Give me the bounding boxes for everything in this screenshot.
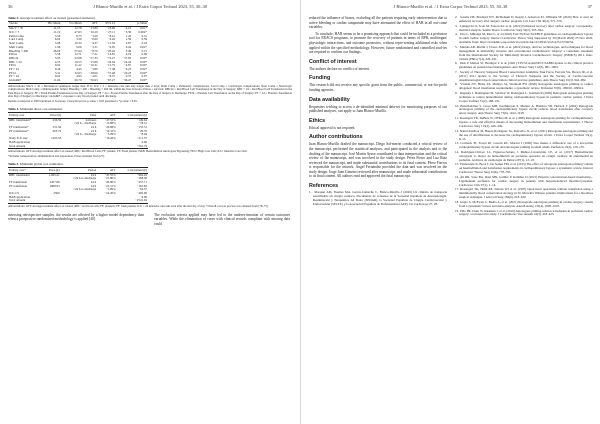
table-header-cell: Cost/patient (€)	[117, 168, 148, 173]
table-cell: 57.64	[74, 48, 82, 53]
table-cell: −16.20%	[104, 191, 116, 196]
reference-item	[309, 191, 447, 207]
table-cell: −6.05	[107, 44, 116, 49]
data-availability-text: Requesters wishing to access a de-identified minimal data-set for monitoring purposes of our published analyses, can apply to Juan Blanco-Murillo.	[309, 104, 447, 114]
table-cell: −10.31%	[104, 183, 116, 188]
table-cell: PT > 24	[9, 74, 19, 79]
table-cell: −5.09%	[106, 132, 116, 137]
reference-text: Ljungqvist O, Scott M, Fearon KC et al. (2022) Enhanced recovery after cardiac surgery: a propensity-matched analysis. Semin Thorac Cardiovasc Surg 34(2), 565–594.	[459, 23, 593, 32]
table-cell: 16.55	[74, 59, 82, 64]
running-head: J Blanco-Murillo et al. / J Extra Corpor Technol 2023, 55, 30–38	[393, 4, 508, 9]
table-row	[8, 145, 148, 149]
funding-text: This research did not receive any specific grant from the public, commercial, or not-for-profit funding agencies.	[309, 83, 447, 92]
table-cell: 1293.53	[51, 136, 62, 141]
table-cell: −15.80%	[104, 176, 116, 181]
table-cell: −3.20	[90, 33, 98, 38]
table-cell: 12.71	[74, 52, 82, 57]
table-cell: −20.86%	[104, 125, 116, 130]
reference-item	[455, 151, 593, 163]
table-cell: 1.43	[125, 33, 132, 38]
reference-number: 18.	[455, 199, 459, 204]
table4-footnote: *Includes transportation, administration and preparation, Prices obtained from [27].	[8, 153, 105, 158]
table-cell: 0.37	[125, 74, 132, 79]
table-cell: HAB application	[9, 194, 31, 199]
table-cell: 0.00*	[140, 70, 147, 75]
table-header-cell: CG Mean	[61, 22, 82, 27]
table-cell: −7.21	[90, 52, 98, 57]
reference-number: 14.	[455, 149, 459, 154]
table-header-cell: ATT	[83, 22, 99, 27]
table3	[8, 21, 148, 84]
table-cell: RBC transfusion	[9, 172, 30, 177]
reference-item	[455, 176, 593, 188]
table-cell: −8.04	[139, 132, 147, 137]
table-cell: 11.22	[74, 63, 82, 68]
reference-text: Gupta S, McEwen C, Basha A, et al. (2021) Retrograde autologous priming in cardiac surgery: results from a systematic review and meta-analysis. Anesth Analg 132(4), 1008–1018.	[459, 199, 593, 208]
table-cell: −2541.94	[117, 199, 148, 203]
table-cell: −5.09%	[105, 187, 116, 192]
page-number: 36	[8, 4, 13, 9]
table-cell: 0.18	[141, 41, 147, 46]
table-cell: −16.20%	[104, 136, 116, 141]
table-cell: 0.19	[125, 52, 132, 57]
table-cell: 12.78	[74, 26, 82, 31]
table-cell: −6.26	[107, 37, 116, 42]
reference-text: Dirk P, Mellon SJ, Heringof V et al. (2021) STS/SCA/AmSECT/SABM update to the clinical practice guidelines on patient blood management. Ann Thorac Surg 112(3), 981–1004.	[459, 61, 593, 70]
table-cell: 1808.93	[49, 183, 60, 188]
table-cell: 0.00	[141, 194, 147, 199]
heading-data-availability: Data availability	[309, 96, 350, 103]
table-cell: 3.59	[76, 37, 82, 42]
table-cell: MacV > 35	[9, 26, 24, 31]
table-cell: −36.47	[116, 79, 132, 83]
table-cell	[43, 145, 62, 149]
body-intro: reduced the influence of biases, excluding all the patients requiring early reintervention due to active bleeding or cardiac tamponade may have attenuated the effect of HAB in all out-come variables.	[309, 16, 447, 30]
body-conclusion: To conclude, HAB seems to be a promising approach that could be included as a perfusion tool for ERACS programs, to promote the recovery of patients in terms of BPR, multiorgan/ physiologic interactions, and outcome pronostics, without repre-senting additional risks when applied within the specified methodology. However, future randomized and controlled stud-ies are required to confirm our findings.	[309, 31, 447, 55]
table-cell: −4.87	[123, 63, 132, 68]
table-cell: Total amount	[8, 145, 43, 149]
table-cell: −4.10	[123, 26, 132, 31]
table-cell: FF transfusion	[9, 179, 27, 184]
table-cell: 0.00*	[140, 63, 147, 68]
table5-abbreviations: Abbreviations: ATT: Average treatment effect on treated; RBC: red blood cells; FF: platelets; FF: fresh plasma; ICU = 24 intensive care unit even after the 2nd day of stay. *Overall cost per process was obtained from [78–73].	[8, 204, 269, 209]
reference-text: Eldo PR, Chen JS, Kirkman J, et al. (2010) Autologous priming reduces transfusion in perfusion cardiac surgery: a retrospective study. J Cardiothorac Vasc Anesth 24(3), 418–423.	[459, 208, 593, 217]
reference-item	[455, 71, 593, 83]
reference-text: Rodríguez-Chávez LL, Figueroa-Solano J, Muñoz-Covarrubias CE, et al. (2017) Hemodilución retrógrada vs mayor de hemodilución en pacientes operados en cirugía cardíaca de enfermedad en pediatría. Archivos de cardiología de México 87(1), 13–18.	[459, 149, 593, 162]
right-page-column-2	[455, 16, 593, 420]
table-cell: 24 h	[90, 183, 97, 188]
table-header-cell: Time	[62, 113, 97, 118]
table-cell: −3.31	[90, 44, 98, 49]
table-cell: 6.02	[54, 37, 61, 42]
table5	[8, 167, 148, 204]
reference-text: Jerome DE, Bradford WT, McDonnell D, Regali J, Ackerton EJ, Williams SE (2020) How to start an enhanced recovery after surgery cardiac program. Crit Care Clin 36(4), 571–579.	[459, 16, 593, 23]
table-cell: 24 h	[90, 172, 97, 177]
table-cell: 0.02*	[140, 44, 147, 49]
table3-abbreviations: Abbreviations: MacV > 35 = Mechanical ventilation longer than 35 h; ICU > 2 = Intensive care unit stay longer than 2 days; Pulm Comp = Pulmonary complications; Card Comp = Cardiologic complications; Neur Comp = Neurologic complications; Mult Comp = Multisystemic failure; Bleeding > 400 = Bleeding > 400 mL within the first 24 hours; Exitus = survival; RBC24 = Red Blood Cell Transfusion in the Day of Surgery; RBC > 24 = Red Blood Cell Transfusion in the First Days of Surgery; FP = Fresh Plasma Transfusion in the Day of Surgery; PF > 24 = Frozen Plasma Transfusion after the Day of Surgery to Discharge; PT24 = Platelets Cell Transfusion on the Day of Surgery; PT > 24 = Platelets Transfusion after Day of Surgery to Discharge; GlobalRF = exposure to any blood product until discharge.	[8, 83, 292, 99]
conflict-text: The authors declare no conflict of interest.	[309, 66, 370, 71]
table-cell: 47.63	[74, 30, 82, 34]
body-text-col2: The exclusion criteria applied may have led to the underes-timation of certain outcomes variables. While the elimination of cases with clinical records compliant with missing data could	[154, 212, 290, 226]
table-cell: Daily ICU stay	[9, 136, 28, 141]
table-header-cell: p-Value	[116, 22, 148, 27]
table-row	[8, 79, 148, 83]
body-text-col1: assessing retrospective samples, the results are affected by a higher model dependency than when a prospective randomized methodology is applied [40].	[8, 212, 144, 222]
table-cell: GlobalRF	[8, 79, 40, 83]
table-cell: 24 hours	[85, 117, 97, 122]
table-cell: 0.92	[54, 63, 61, 68]
reference-number: 17.	[455, 187, 459, 192]
table-cell: FP24	[9, 63, 16, 68]
table-cell: 10.34	[74, 41, 82, 46]
table-cell: −23.69	[106, 26, 116, 31]
reference-number: 2.	[455, 16, 458, 19]
table-cell: 0.004*	[138, 30, 147, 34]
table-cell: −7.38	[107, 67, 116, 72]
table4-caption: Table 4. Minimum direct cost estimation.	[8, 107, 63, 112]
table-cell: PF > 24	[9, 67, 19, 72]
reference-number: 3.	[455, 23, 458, 28]
table-header-cell: Variate	[8, 22, 40, 27]
reference-text: Meurks AB, Martín J, Claros JCR, et al. (2022) Drugs, devices, technologies, and techniques for blood management in mini-mally invasive and conventional cardiothoracic surgery: a consensus statement from the International Society for Mini-mally Invasive Cardiothoracic Surgery (ISMICS) 2011. Inno-vations (Phila) 7(4), 229–241.	[459, 44, 593, 61]
table-cell: HAB application	[9, 139, 31, 144]
reference-text: Balachandran S, Cross MH, Karthikeyan S, Mulpur A, Hansbro SD, Hobson F (2002) Retrograde autologous priming of the cardiopulmonary bypass circuit reduces blood transfusion after coronary artery surgery. Ann Thorac Surg 73(6), 1912–1918.	[459, 103, 593, 116]
table-cell: ICU-CS	[9, 191, 20, 196]
table-cell: −27.11	[106, 30, 116, 34]
table-cell: −20.86%	[104, 179, 116, 184]
table-cell: −405.00	[136, 191, 147, 196]
table-cell: −0.69	[90, 37, 98, 42]
table-header-cell: HG Mean	[40, 22, 62, 27]
table-cell: −165.82	[136, 183, 147, 188]
table4	[8, 112, 148, 149]
table-cell: Total amount	[8, 199, 42, 203]
table-cell: 24 h	[90, 128, 97, 133]
reference-item	[455, 130, 593, 142]
table-cell: PT24	[9, 70, 16, 75]
table-cell: −4.01	[90, 74, 98, 79]
table-cell: 1,065.21	[48, 172, 60, 177]
reference-item	[455, 163, 593, 175]
table-cell: 0.46	[54, 67, 61, 72]
reference-item	[455, 188, 593, 200]
reference-text: Nanni-Zaldivar M, Huerta Rodriguez JA, Pancorbo JL, et al. (2021) Retrograde autologous priming and the use of ultrafiltration to decrease the cardiopulmonary bypass circuit. J Extra Corpor Technol 53(1), 9–13.	[459, 128, 593, 141]
table-cell: −4.37	[90, 41, 98, 46]
table-cell: −8.37	[107, 74, 116, 79]
table-cell: −64.37	[138, 187, 147, 192]
reference-text: Rosengart TK, Helm RE, Debois WJ et al. (1997) Open heart operations without transfusion using a multimodality blood conservation strategy in 50 Jehovah's Witness patients: implications for a bloodless surgical technique. J Am Coll Surg 184(6), 618–629.	[459, 187, 593, 200]
reference-number: 8.	[455, 82, 458, 87]
table-cell: −16.20	[88, 30, 98, 34]
table-cell	[61, 199, 98, 203]
table-cell: −8.70	[90, 48, 98, 53]
left-page-header	[8, 4, 292, 12]
reference-number: 6.	[455, 61, 458, 66]
table-cell	[42, 199, 61, 203]
heading-conflict: Conflict of interest	[309, 58, 357, 65]
table-cell: 1.96	[54, 44, 61, 49]
table-cell: −24.44	[122, 59, 132, 64]
table-cell: 0.00*	[140, 59, 147, 64]
running-head: J Blanco-Murillo et al. / J Extra Corpor Technol 2023, 55, 30–38	[93, 4, 207, 9]
table-cell: 24 h	[90, 125, 97, 130]
table-cell: 66.79	[61, 79, 82, 83]
table-cell: −10.31	[88, 63, 98, 68]
table-cell: 32.03	[74, 70, 82, 75]
table-cell: 4.45	[76, 67, 82, 72]
table-cell: >24 h – discharge	[74, 132, 97, 137]
right-page-column-1	[309, 16, 447, 420]
heading-references: References	[309, 183, 339, 190]
table-cell: Exitus	[9, 52, 17, 57]
reference-item	[455, 117, 593, 129]
reference-number: 19.	[455, 208, 459, 213]
table-cell: −47.55%	[104, 117, 116, 122]
table-header-cell: Unitary cost	[8, 113, 43, 118]
table-cell: −37.83	[122, 55, 132, 60]
reference-number: 1.	[309, 190, 312, 195]
table-cell: 11.19	[53, 30, 61, 34]
reference-number: 15.	[455, 162, 459, 167]
table-cell: Mult Comp	[9, 44, 24, 49]
table-cell: 11.15	[53, 26, 61, 31]
table-cell: 4.95	[76, 74, 82, 79]
right-page	[300, 0, 600, 424]
table3-caption: Table 3. Average treatment effect on treated (presented estimates).	[8, 16, 96, 20]
table-cell: 0.31	[141, 33, 147, 38]
table-cell: 4.55	[54, 59, 61, 64]
table-cell: −57.48	[106, 70, 116, 75]
table3-footnote: Results correspond to 2000 iterations of bootstrap. Cases showed as p-value < 0.05 presented a *p-value < 0.05.	[8, 98, 138, 103]
table-row	[8, 199, 148, 203]
table-cell: −50.63	[83, 79, 99, 83]
table-cell: Pulm Comp	[9, 33, 24, 38]
reference-text: Ragusky I, Dominguez M, Saldivar W, Rodriguez L, Guzman R (2009) Retrograde autologous priming technique to reduce hemodilution during cardiopulmonary bypass in pediatric cardiac patient. J Extra Corpor Technol 51(2), 188–191.	[459, 90, 593, 103]
table-header-cell: ATT	[97, 168, 117, 173]
reference-item	[455, 33, 593, 45]
table-cell: 52.68	[74, 55, 82, 60]
table-header-cell: Price (€)	[43, 113, 62, 118]
table-cell: 0.00*	[132, 79, 148, 83]
table-cell: 8.75	[76, 33, 82, 38]
reference-text: Marquet AM, Fuentes MA, García-Camacho C, Blanco-Murillo J (2020) Un cilindro de transporte esterilizable en cirugía cardíaca. Documento de consenso de la Sociedad Española de Anestesiología, Reanimación y Terapéutica del Dolor (SEDAR), la Sociedad Española de Cirugía Cardiovascular y Endovascular (SECCE) y la Asociación Española de Perfusionistas (AEP). Cir Cardiovasc 27, 28.	[313, 190, 447, 206]
table-cell: >24 h – discharge	[74, 121, 97, 126]
reference-number: 7.	[455, 69, 458, 74]
ethics-text: Ethical approval is not required.	[309, 125, 356, 130]
table-cell: PT transfusion	[9, 183, 28, 188]
table-cell: −47.55%	[104, 172, 116, 177]
table-cell: 531.56	[52, 125, 62, 130]
table-cell: 24 h	[90, 179, 97, 184]
table-cell: 0.04*	[140, 67, 147, 72]
table-cell: −78.31	[138, 121, 147, 126]
table-cell: −0.23	[123, 67, 132, 72]
table-cell: −155.51	[136, 125, 147, 130]
table-cell: −15.80%	[104, 121, 116, 126]
table-cell: 0.07	[141, 74, 147, 79]
table-cell: −15.75	[106, 63, 116, 68]
author-contributions-text: Juan Blanco-Murillo drafted the manuscript. Diego Sal-merón conducted a critical review of the manuscript, performed the statistical analyses, and participated in the analysis and to the drafting of the manuscript. José Martin Ayuso contributed to data interpretation and the critical review of the manuscript, and was involved in the study design. Pérez Fierro and Luz Ruiz reviewed the manuscript, and made substantial contributions to its final content. Pérez Fierros is responsible for the artwork. Ángel Fernández provided the data and was involved on the study design. Jorge Juan Gimeno reviewed after manuscript, and made substantial contributions to its final content. All authors read and approved the final manuscript.	[309, 142, 447, 179]
reference-item	[455, 105, 593, 117]
reference-text: Vandewiele K, Bové T, De Somer FM, et al. (2013) The effect of retrograde autologous priming volume on haemodilution and transfusion requirements in cardiopulmonary bypass: a systematic review. Interact Cardiovasc Thorac Surg 16(6), 778–783.	[459, 162, 593, 175]
table-cell: 0.00*	[140, 55, 147, 60]
table-cell: >24 h to discharge	[73, 176, 97, 181]
table-cell: 11.04	[40, 79, 62, 83]
reference-text: Rosengart TK, DeBois W, O'Hara M, et al. (1998) Retrograde autologous priming for cardiopulmonary bypass: a safe and effective means of decreasing hemodilution and transfusion requirements. J Thorac Cardiovasc Surg 115(2), 426–439.	[459, 116, 593, 128]
table-cell: FF transfusion*	[9, 125, 29, 130]
table-cell: −28.66	[88, 70, 98, 75]
table-cell: 0.15	[141, 48, 147, 53]
table-cell: −57.35	[88, 55, 98, 60]
table-cell: −14.81	[106, 52, 116, 57]
table-cell: 205.72	[52, 128, 62, 133]
table-cell: 2.87	[125, 41, 132, 46]
table-cell: −67.27	[99, 79, 116, 83]
table-cell: −168.30	[136, 176, 147, 181]
table-cell: −15.86	[88, 59, 98, 64]
reference-number: 5.	[455, 44, 458, 49]
table-cell: −591.79	[117, 145, 148, 149]
table-cell: −5.30	[123, 30, 132, 34]
table-cell: 5.06	[76, 44, 82, 49]
table-cell: −3.80	[90, 67, 98, 72]
table-cell: −20.23	[122, 70, 132, 75]
reference-number: 12.	[455, 128, 459, 133]
table-cell: −149.64	[136, 117, 147, 122]
table-cell: Neur Comp	[9, 41, 24, 46]
table-cell: 0.00	[141, 139, 147, 144]
table5-caption: Table 5. Minimum global cost estimation.	[8, 162, 64, 167]
left-page-column-1	[8, 16, 292, 420]
table-cell: 5.50	[54, 33, 61, 38]
table-cell: 236.59	[52, 117, 62, 122]
table-header-cell: Period	[61, 168, 98, 173]
table-cell: PT transfusion*	[9, 128, 29, 133]
table-cell: 2457.86	[49, 179, 60, 184]
table-header-cell: Unitary cost*	[8, 168, 42, 173]
table-cell: 48.04	[53, 48, 61, 53]
reference-text: Cormack JE, Forest RJ, Groom RC, Morton J (2000) Size makes a difference: use of a low-prime cardiopulmonary bypass circuit and autologous priming in small adults. Perfusion 15(2), 129–135.	[459, 141, 593, 150]
reference-number: 4.	[455, 32, 458, 37]
table-cell	[62, 145, 97, 149]
table-cell: −20.70	[138, 128, 147, 133]
right-page-header	[309, 4, 592, 12]
table-cell: RBC > 24	[9, 59, 22, 64]
reference-item	[455, 210, 593, 218]
reference-number: 9.	[455, 90, 458, 95]
page-number: 37	[587, 4, 592, 9]
table-cell: ICU > 7	[9, 30, 20, 34]
table-cell: Bleeding > 400	[9, 48, 29, 53]
table-cell	[97, 145, 116, 149]
table-cell: 3.49	[125, 48, 132, 53]
references-list	[455, 16, 593, 217]
reference-text: Society of Thoracic Surgeons Blood Conservation Guideline Task Force, Ferraris VA, Brown JR, et al. (2011) 2011 update to the Society of Thoracic Surgeons and the Society of Cardio-vascular Anesthesiologists blood conservation clinical practice guidelines. Ann Thorac Surg 91(3), 944–982.	[459, 69, 593, 82]
table-cell: 5.58	[54, 52, 61, 57]
table-cell: −20.45	[106, 48, 116, 53]
reference-item	[455, 92, 593, 104]
table-cell: 5.98	[54, 41, 61, 46]
table-cell: 0.06	[141, 52, 147, 57]
reference-number: 16.	[455, 174, 459, 179]
table-header-cell: 95% CI	[99, 22, 116, 27]
table-header-cell: Cost/patient (€)	[117, 113, 148, 118]
table-cell: −962.02	[136, 172, 147, 177]
reference-number: 13.	[455, 141, 459, 146]
table-cell: −43.04	[106, 59, 116, 64]
table-header-cell: ATT	[97, 113, 116, 118]
table-cell: RBC transfusion*	[9, 117, 32, 122]
table-cell: 0.59	[141, 37, 147, 42]
heading-funding: Funding	[309, 75, 331, 82]
table-cell: 0.44	[125, 44, 132, 49]
table-cell: 3.31	[54, 70, 61, 75]
table-cell: Card Comp	[9, 37, 24, 42]
table-cell	[97, 199, 117, 203]
reference-text: Pato L, Mhlanga M, Rusi C, et al (2020) EACTS/EACTA/EBCP guidelines on cardiopulmonary bypass in adult cardiac surgery. Interact CardioVasc Thorac Surg Supported by 30 (March 2020) 25 Nov 2020. Available from: https://academic.oup.com/icvts/article/doi/10.1093/icvts/ivz251/5756054.	[459, 32, 593, 45]
table-cell: 1.59	[125, 37, 132, 42]
table4-abbreviations: Abbreviations: ATT: Average treatment effect on treated; RBC: Red Blood Cells; FF: plasma; PT: Fresh plasma; HAB: Hemodilution Autologous Bypassing; HCU: High Care Unit; ICU: Intensive Care Unit.	[8, 149, 248, 154]
table-cell: −457.71	[136, 179, 147, 184]
reference-text: Ali RR, Saxe BA, Ruel MN, Gaither P, Kallaher D (2021) Heparin concentration-based monitoring... Ligamentum perfusion for cardiac surgery in patients with heparin-induced thrombocytopenia. Cardiovasc Clin 37(1), 1–14.	[459, 174, 593, 187]
table-cell: −11.59	[106, 41, 116, 46]
table-cell: −211.57	[136, 136, 147, 141]
reference-text: Vlaskin NV, Hulse ZS, Muniya JA, Wormald PW (2020) Retrograde autologous priming to reduce allogeneic blood transfusion requirements: a systematic review. Perfusion 35(8), 109910–109914.	[459, 82, 593, 91]
reference-number: 10.	[455, 103, 459, 108]
heading-ethics: Ethics	[309, 117, 326, 124]
table-cell: 2500	[53, 191, 60, 196]
table-cell: 0.01*	[140, 26, 147, 31]
table-header-cell: Price (€)	[42, 168, 61, 173]
reference-number: 11.	[455, 116, 459, 121]
references-list	[309, 191, 447, 207]
table-cell: 5.05	[54, 55, 61, 60]
reference-item	[455, 46, 593, 62]
table-cell: RBC24	[9, 55, 19, 60]
table-cell: −13.80	[88, 26, 98, 31]
table-cell: −10.31%	[104, 128, 116, 133]
table-cell: −8.41	[107, 33, 116, 38]
table-cell: −72.27	[106, 55, 116, 60]
table-cell: >24 h to discharge	[73, 187, 97, 192]
table-cell: 0.92	[54, 74, 61, 79]
heading-author-contributions: Author contributions	[309, 134, 363, 141]
